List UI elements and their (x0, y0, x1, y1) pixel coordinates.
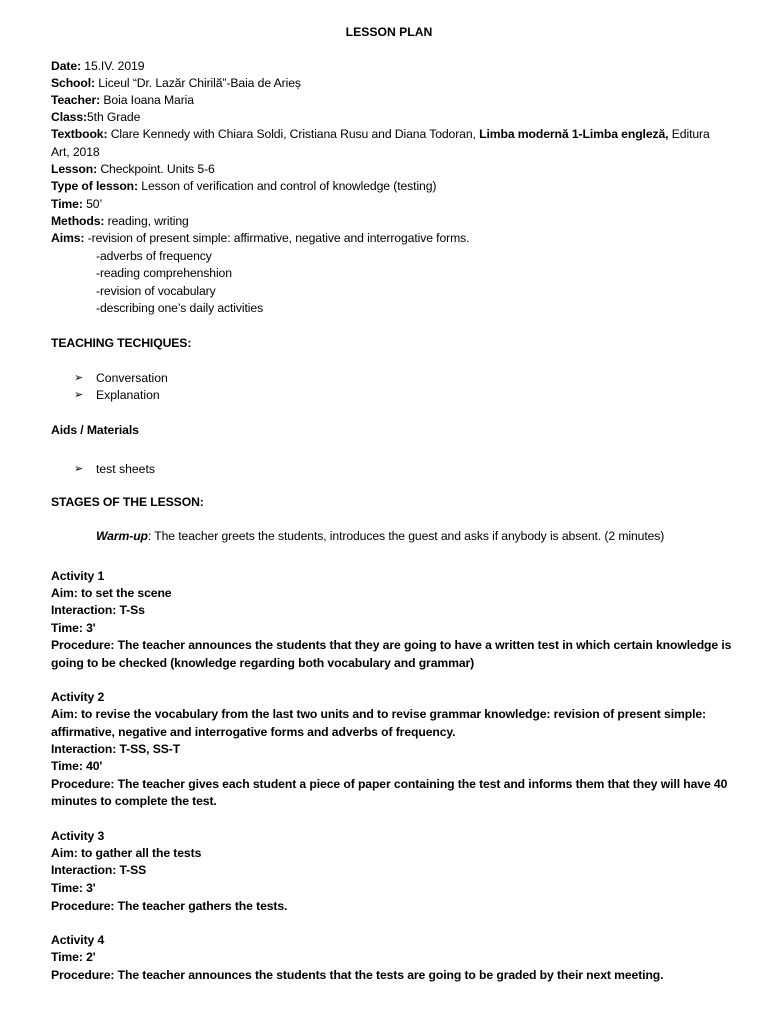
date-label: Date: (51, 59, 81, 73)
activity-1-procedure: Procedure: The teacher announces the students that they are going to have a written test in which certain knowledge is (51, 638, 732, 652)
lesson-line (51, 162, 215, 177)
techniques-heading: TEACHING TECHIQUES: (51, 336, 192, 350)
activity-2-title: Activity 2 (51, 690, 105, 704)
activity-3-time: Time: 3' (51, 881, 96, 895)
activity-1-interaction: Interaction: T-Ss (51, 603, 145, 617)
time-label: Time: (51, 197, 83, 211)
activity-2-time: Time: 40' (51, 759, 103, 773)
aims-item: -adverbs of frequency (96, 249, 212, 263)
aims-item: -reading comprehenshion (96, 266, 232, 280)
activity-4-time: Time: 2' (51, 950, 96, 964)
activity-1-time: Time: 3' (51, 621, 96, 635)
warmup-text: : The teacher greets the students, introduces the guest and asks if anybody is absent. (2 minutes) (147, 529, 665, 543)
date-value: 15.IV. 2019 (80, 59, 145, 73)
aims-label: Aims: (51, 231, 85, 245)
textbook-line-2: Art, 2018 (51, 145, 100, 159)
activity-1-procedure-cont: going to be checked (knowledge regarding both vocabulary and grammar) (51, 656, 475, 670)
activity-3-title: Activity 3 (51, 829, 105, 843)
activity-2-aim: Aim: to revise the vocabulary from the last two units and to revise grammar knowledge: revision of present simple: (51, 707, 707, 721)
lesson-label: Lesson: (51, 162, 98, 176)
textbook-authors: Clare Kennedy with Chiara Soldi, Cristiana Rusu and Diana Todoran, (107, 127, 480, 141)
activity-4-procedure: Procedure: The teacher announces the students that the tests are going to be graded by their next meeting. (51, 968, 664, 982)
type-label: Type of lesson: (51, 179, 138, 193)
activity-3-aim: Aim: to gather all the tests (51, 846, 202, 860)
textbook-label: Textbook: (51, 127, 108, 141)
page-title: LESSON PLAN (345, 25, 433, 39)
activity-3-procedure: Procedure: The teacher gathers the tests. (51, 899, 288, 913)
aims-first: -revision of present simple: affirmative, negative and interrogative forms. (84, 231, 470, 245)
arrow-bullet-icon: ➢ (74, 463, 84, 475)
date-line (51, 59, 144, 74)
methods-label: Methods: (51, 214, 105, 228)
textbook-title: Limba modernă 1-Limba engleză, (479, 127, 669, 141)
activity-2-procedure: Procedure: The teacher gives each student a piece of paper containing the test and informs them that they will have 40 (51, 777, 728, 791)
arrow-bullet-icon: ➢ (74, 372, 84, 384)
aids-item: test sheets (96, 462, 155, 476)
activity-1-aim: Aim: to set the scene (51, 586, 172, 600)
time-value: 50’ (82, 197, 103, 211)
teacher-line (51, 93, 194, 108)
methods-line (51, 214, 189, 229)
technique-item: Conversation (96, 371, 168, 385)
class-value: 5th Grade (86, 110, 141, 124)
technique-item: Explanation (96, 388, 160, 402)
aims-item: -revision of vocabulary (96, 284, 216, 298)
warmup-label: Warm-up (96, 529, 148, 543)
activity-2-aim-cont: affirmative, negative and interrogative forms and adverbs of frequency. (51, 725, 456, 739)
time-line (51, 197, 102, 212)
activity-3-interaction: Interaction: T-SS (51, 863, 147, 877)
activity-2-interaction: Interaction: T-SS, SS-T (51, 742, 181, 756)
school-label: School: (51, 76, 95, 90)
teacher-label: Teacher: (51, 93, 101, 107)
textbook-line (51, 127, 710, 142)
school-line (51, 76, 301, 91)
activity-4-title: Activity 4 (51, 933, 105, 947)
methods-value: reading, writing (104, 214, 189, 228)
class-label: Class: (51, 110, 87, 124)
class-line (51, 110, 140, 125)
type-line (51, 179, 436, 194)
stages-heading: STAGES OF THE LESSON: (51, 495, 204, 509)
teacher-value: Boia Ioana Maria (100, 93, 194, 107)
activity-2-procedure-cont: minutes to complete the test. (51, 794, 217, 808)
school-value: Liceul “Dr. Lazăr Chirilă”-Baia de Arieș (95, 76, 301, 90)
type-value: Lesson of verification and control of knowledge (testing) (137, 179, 437, 193)
arrow-bullet-icon: ➢ (74, 389, 84, 401)
warmup-line (96, 529, 664, 544)
aims-item: -describing one’s daily activities (96, 301, 264, 315)
lesson-value: Checkpoint. Units 5-6 (97, 162, 215, 176)
textbook-publisher: Editura (668, 127, 710, 141)
aims-line (51, 231, 469, 246)
aids-heading: Aids / Materials (51, 423, 139, 437)
activity-1-title: Activity 1 (51, 569, 105, 583)
